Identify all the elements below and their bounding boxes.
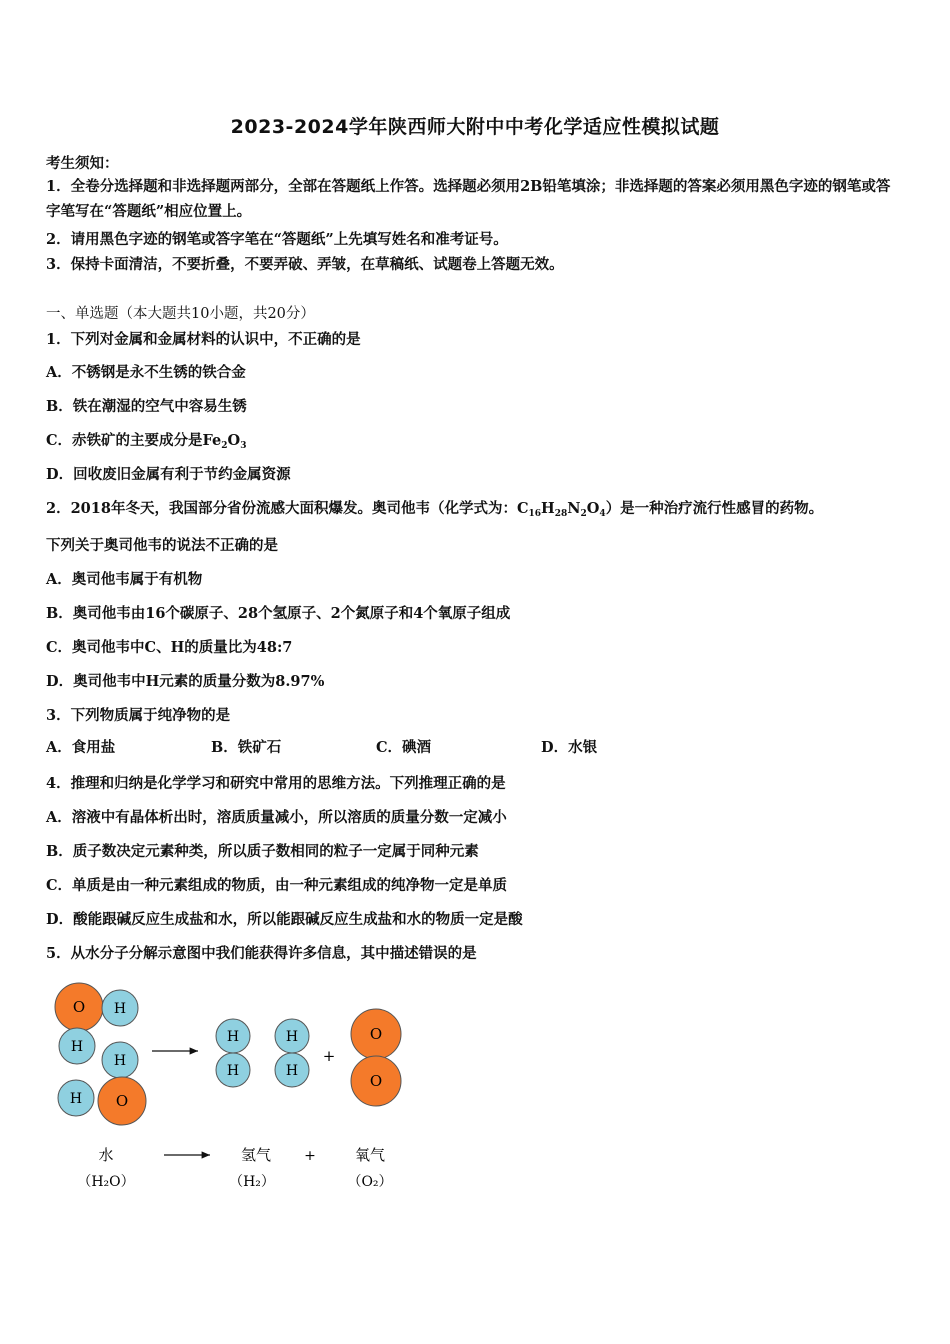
oxygen-atom-label: O: [369, 1025, 383, 1043]
q2-option-c: C．奥司他韦中C、H的质量比为48:7: [46, 639, 293, 656]
oxygen-label: 氧气: [354, 1146, 386, 1164]
q2-stem-2: 下列关于奥司他韦的说法不正确的是: [46, 537, 278, 554]
notice-item-3: 3．保持卡面清洁，不要折叠，不要弄破、弄皱，在草稿纸、试题卷上答题无效。: [46, 256, 564, 273]
q3-options: [46, 736, 597, 757]
q3-option-d: D．水银: [541, 739, 598, 756]
q3-option-c: C．碘酒: [376, 739, 432, 756]
oxygen-molecule: [351, 1009, 401, 1106]
hydrogen-atom-label: H: [226, 1063, 240, 1079]
hydrogen-molecule-2: [275, 1019, 309, 1087]
oxygen-atom-label: O: [72, 998, 86, 1016]
q2-option-d: D．奥司他韦中H元素的质量分数为8.97%: [46, 673, 325, 690]
hydrogen-atom-label: H: [226, 1029, 240, 1045]
page-title: 2023-2024学年陕西师大附中中考化学适应性模拟试题: [230, 116, 720, 138]
q2-option-a: A．奥司他韦属于有机物: [46, 571, 203, 588]
q4-option-b: B．质子数决定元素种类，所以质子数相同的粒子一定属于同种元素: [46, 843, 479, 860]
notice-heading: 考生须知：: [46, 155, 119, 172]
q4-option-c: C．单质是由一种元素组成的物质，由一种元素组成的纯净物一定是单质: [46, 877, 508, 894]
hydrogen-molecule-1: [216, 1019, 250, 1087]
hydrogen-atom-label: H: [285, 1063, 299, 1079]
water-decomposition-diagram: [40, 978, 420, 1198]
q1-stem: 1．下列对金属和金属材料的认识中，不正确的是: [46, 331, 361, 348]
q4-option-d: D．酸能跟碱反应生成盐和水，所以能跟碱反应生成盐和水的物质一定是酸: [46, 911, 523, 928]
label-plus-sign: +: [304, 1148, 316, 1164]
q4-option-a: A．溶液中有晶体析出时，溶质质量减小，所以溶质的质量分数一定减小: [46, 809, 507, 826]
q5-stem: 5．从水分子分解示意图中我们能获得许多信息，其中描述错误的是: [46, 945, 477, 962]
hydrogen-atom-label: H: [113, 1001, 127, 1017]
oxygen-atom-label: O: [369, 1072, 383, 1090]
oxygen-atom-label: O: [115, 1092, 129, 1110]
q1-option-c: C．赤铁矿的主要成分是$Fe_2O_3$: [46, 432, 247, 451]
hydrogen-atom-label: H: [70, 1039, 84, 1055]
q3-option-a: A．食用盐: [46, 739, 116, 756]
notice-item-1: 1．全卷分选择题和非选择题两部分，全部在答题纸上作答。选择题必须用2B铅笔填涂；非选择题的答案必须用黑色字迹的钢笔或答字笔写在“答题纸”相应位置上。: [46, 178, 891, 220]
q1-option-a: A．不锈钢是永不生锈的铁合金: [46, 364, 246, 381]
q2-option-b: B．奥司他韦由16个碳原子、28个氢原子、2个氮原子和4个氧原子组成: [46, 605, 511, 622]
hydrogen-label: 氢气: [240, 1146, 272, 1164]
hydrogen-atom-label: H: [285, 1029, 299, 1045]
plus-sign: +: [322, 1047, 336, 1065]
notice-item-2: 2．请用黑色字迹的钢笔或答字笔在“答题纸”上先填写姓名和准考证号。: [46, 231, 508, 248]
q3-stem: 3．下列物质属于纯净物的是: [46, 707, 231, 724]
q3-option-b: B．铁矿石: [211, 739, 282, 756]
water-label: 水: [98, 1146, 114, 1164]
section-heading: 一、单选题（本大题共10小题，共20分）: [46, 306, 315, 322]
hydrogen-formula: （H₂）: [229, 1174, 275, 1190]
oxygen-formula: （O₂）: [347, 1174, 393, 1190]
q2-stem: 2．2018年冬天，我国部分省份流感大面积爆发。奥司他韦（化学式为：$C_{16}H_{28}N_2O_4$）是一种治疗流行性感冒的药物。: [46, 500, 824, 519]
water-formula: （H₂O）: [77, 1174, 135, 1190]
q1-option-b: B．铁在潮湿的空气中容易生锈: [46, 398, 247, 415]
hydrogen-atom-label: H: [69, 1091, 83, 1107]
hydrogen-atom-label: H: [113, 1053, 127, 1069]
q4-stem: 4．推理和归纳是化学学习和研究中常用的思维方法。下列推理正确的是: [46, 775, 506, 792]
q1-option-d: D．回收废旧金属有利于节约金属资源: [46, 466, 291, 483]
